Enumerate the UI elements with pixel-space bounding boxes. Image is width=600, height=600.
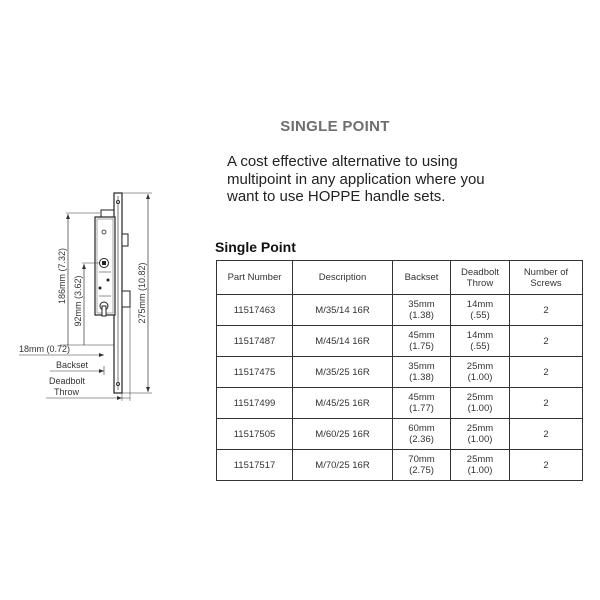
table-row <box>217 326 583 357</box>
backset-mm: 35mm <box>408 361 435 372</box>
backset-mm: 70mm <box>408 454 435 465</box>
header-backset: Backset <box>393 261 451 295</box>
throw-in: (1.00) <box>467 434 493 445</box>
cell-description: M/60/25 16R <box>293 419 393 450</box>
cell-throw <box>451 357 510 388</box>
header-screws-line2: Screws <box>530 277 562 289</box>
cell-screws: 2 <box>510 388 583 419</box>
lock-dimension-drawing <box>0 180 210 410</box>
table-title: Single Point <box>215 239 296 255</box>
throw-mm: 25mm <box>466 423 494 434</box>
cell-part-number: 11517499 <box>217 388 293 419</box>
header-part-number: Part Number <box>217 261 293 295</box>
cell-description: M/45/25 16R <box>293 388 393 419</box>
intro-text: A cost effective alternative to using multipoint in any application where you want to use HOPPE handle sets. <box>227 153 485 205</box>
cell-part-number: 11517487 <box>217 326 293 357</box>
backset-in: (2.36) <box>409 434 434 445</box>
dim-186-label: 186mm (7.32) <box>57 247 67 305</box>
throw-mm: 14mm <box>466 299 494 310</box>
backset-in: (1.75) <box>409 341 434 352</box>
header-screws-line1: Number of <box>523 266 569 278</box>
table-header-row <box>217 261 583 295</box>
cell-throw <box>451 419 510 450</box>
cell-throw <box>451 450 510 481</box>
throw-in: (1.00) <box>467 372 493 383</box>
header-deadbolt-throw <box>451 261 510 295</box>
table-row <box>217 357 583 388</box>
backset-in: (1.77) <box>409 403 434 414</box>
cell-description: M/45/14 16R <box>293 326 393 357</box>
dim-92-label: 92mm (3.62) <box>73 275 83 327</box>
cell-part-number: 11517475 <box>217 357 293 388</box>
cell-backset <box>393 295 451 326</box>
cell-backset <box>393 450 451 481</box>
deadbolt <box>122 291 130 307</box>
spec-table <box>216 260 583 481</box>
header-deadbolt-throw-line1: Deadbolt <box>460 266 500 278</box>
throw-label-line1: Deadbolt <box>49 376 86 386</box>
throw-label-line2: Throw <box>54 387 80 397</box>
backset-mm: 60mm <box>408 423 435 434</box>
backset-mm: 45mm <box>408 392 435 403</box>
cell-throw <box>451 326 510 357</box>
cell-backset <box>393 419 451 450</box>
cell-screws: 2 <box>510 450 583 481</box>
header-deadbolt-throw-line2: Throw <box>466 277 494 289</box>
throw-mm: 25mm <box>466 361 494 372</box>
cell-backset <box>393 388 451 419</box>
backset-in: (2.75) <box>409 465 434 476</box>
cell-backset <box>393 357 451 388</box>
cell-screws: 2 <box>510 357 583 388</box>
page-heading: SINGLE POINT <box>280 118 390 135</box>
dim-275-label: 275mm (10.82) <box>137 262 147 324</box>
backset-label: Backset <box>56 360 89 370</box>
cell-screws: 2 <box>510 295 583 326</box>
throw-mm: 25mm <box>466 454 494 465</box>
header-description: Description <box>293 261 393 295</box>
backset-mm: 45mm <box>408 330 435 341</box>
cell-screws: 2 <box>510 326 583 357</box>
throw-mm: 25mm <box>466 392 494 403</box>
cell-part-number: 11517517 <box>217 450 293 481</box>
backset-mm: 35mm <box>408 299 435 310</box>
latch <box>122 234 128 246</box>
cell-throw <box>451 295 510 326</box>
throw-in: (1.00) <box>467 403 493 414</box>
table-row <box>217 388 583 419</box>
throw-in: (.55) <box>470 341 490 352</box>
dim-18-label: 18mm (0.72) <box>19 344 71 354</box>
backset-in: (1.38) <box>409 310 434 321</box>
table-row <box>217 419 583 450</box>
cell-backset <box>393 326 451 357</box>
cell-screws: 2 <box>510 419 583 450</box>
cell-throw <box>451 388 510 419</box>
table-row <box>217 450 583 481</box>
cell-description: M/70/25 16R <box>293 450 393 481</box>
throw-in: (1.00) <box>467 465 493 476</box>
cell-description: M/35/25 16R <box>293 357 393 388</box>
cell-part-number: 11517463 <box>217 295 293 326</box>
header-number-of-screws <box>510 261 583 295</box>
cell-part-number: 11517505 <box>217 419 293 450</box>
throw-mm: 14mm <box>466 330 494 341</box>
table-row <box>217 295 583 326</box>
backset-in: (1.38) <box>409 372 434 383</box>
throw-in: (.55) <box>470 310 490 321</box>
cell-description: M/35/14 16R <box>293 295 393 326</box>
